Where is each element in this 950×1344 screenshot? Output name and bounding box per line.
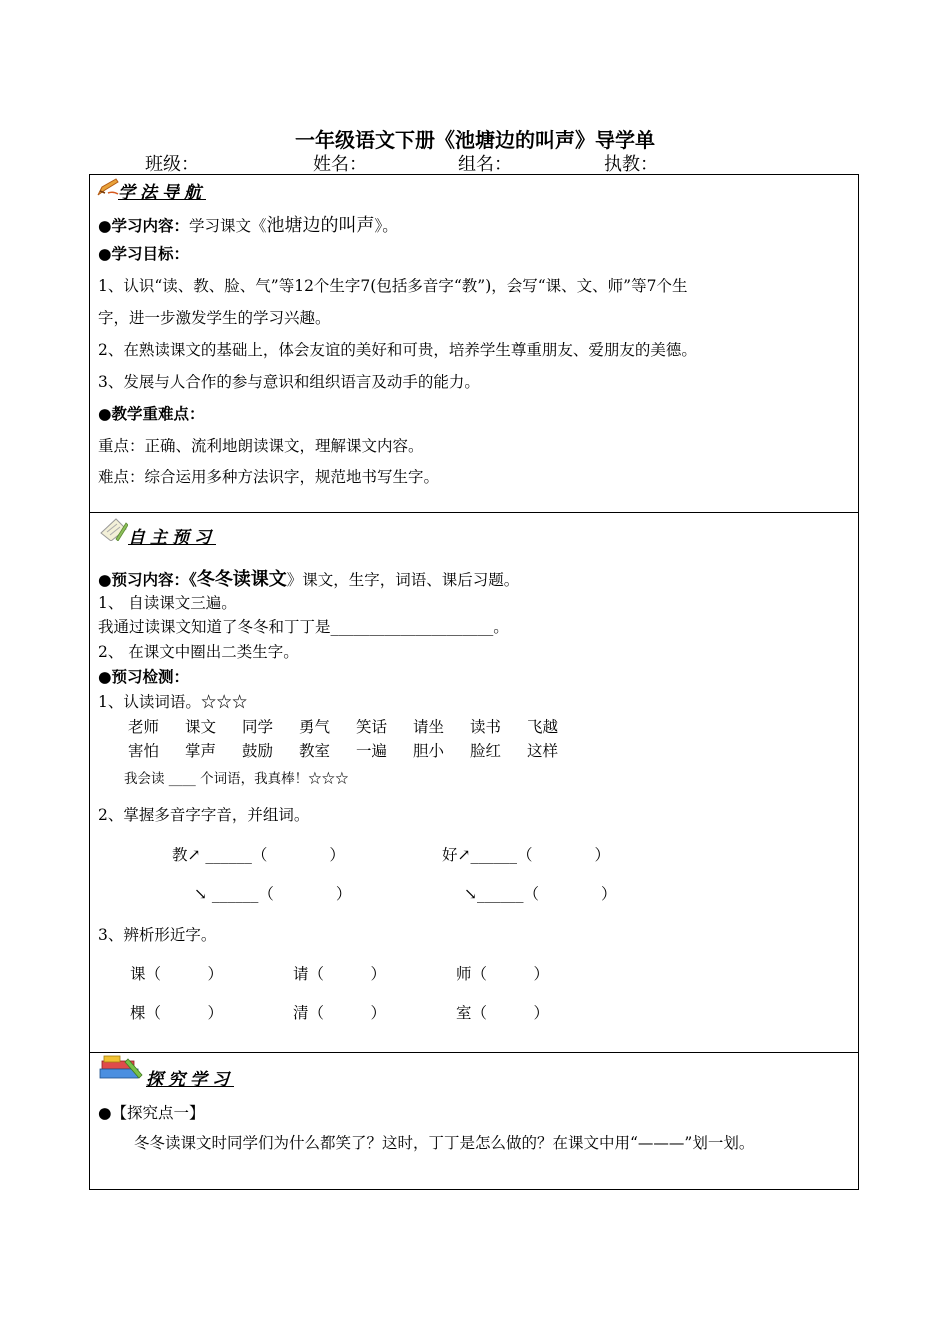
preview-item-1: 1、 自读课文三遍。 xyxy=(98,594,237,612)
word: 害怕 xyxy=(128,742,160,760)
word: 笑话 xyxy=(356,718,388,736)
word: 课文 xyxy=(185,718,217,736)
goal-2: 2、在熟读课文的基础上，体会友谊的美好和可贵，培养学生尊重朋友、爱朋友的美德。 xyxy=(98,341,697,359)
key-point: 重点：正确、流利地朗读课文，理解课文内容。 xyxy=(98,437,424,455)
word-row-1 xyxy=(128,715,584,737)
section-header: 学法导航 xyxy=(118,183,206,203)
notebook-icon xyxy=(98,515,128,541)
polyphone-jiao-2: ↘ ______（ ） xyxy=(194,885,352,903)
near-char: 棵（ ） xyxy=(130,1004,224,1022)
word: 勇气 xyxy=(299,718,331,736)
preview-content: ●预习内容：《冬冬读课文》课文，生字，词语、课后习题。 xyxy=(98,569,520,590)
near-char: 请（ ） xyxy=(293,965,387,983)
near-char: 清（ ） xyxy=(293,1004,387,1022)
section-inquiry xyxy=(90,1052,858,1192)
check-item-1: 1、认读词语。☆☆☆ xyxy=(98,693,248,711)
check-item-2: 2、掌握多音字字音，并组词。 xyxy=(98,806,310,824)
key-label: ●教学重难点： xyxy=(98,405,205,423)
word: 鼓励 xyxy=(242,742,274,760)
word: 一遍 xyxy=(356,742,388,760)
group-label: 组名： xyxy=(458,154,512,175)
study-content: ●学习内容：学习课文《池塘边的叫声》。 xyxy=(98,215,398,236)
section-header: 探究学习 xyxy=(146,1070,234,1090)
difficult-point: 难点：综合运用多种方法识字，规范地书写生字。 xyxy=(98,468,440,486)
word: 掌声 xyxy=(185,742,217,760)
near-char: 室（ ） xyxy=(456,1004,550,1022)
section-self-preview xyxy=(90,512,858,1053)
name-label: 姓名： xyxy=(313,154,367,175)
goal-1: 1、认识“读、教、脸、气”等12个生字7(包括多音字“教”)，会写“课、文、师”等7个生 xyxy=(98,277,688,295)
near-char: 课（ ） xyxy=(130,965,224,983)
word: 读书 xyxy=(470,718,502,736)
word: 请坐 xyxy=(413,718,445,736)
word: 胆小 xyxy=(413,742,445,760)
books-icon xyxy=(98,1055,144,1083)
check-item-3: 3、辨析形近字。 xyxy=(98,926,217,944)
word: 老师 xyxy=(128,718,160,736)
document-title: 一年级语文下册《池塘边的叫声》导学单 xyxy=(295,128,655,152)
goals-label: ●学习目标： xyxy=(98,245,190,263)
preview-item-1-blank: 我通过读课文知道了冬冬和丁丁是_____________________。 xyxy=(98,618,509,636)
class-label: 班级： xyxy=(145,154,199,175)
preview-item-2: 2、 在课文中圈出二类生字。 xyxy=(98,643,299,661)
info-row xyxy=(0,150,950,174)
pencil-icon xyxy=(96,177,120,197)
section-header: 自主预习 xyxy=(128,528,216,548)
polyphone-hao-1: 好↗______（ ） xyxy=(442,846,610,864)
section-study-guide xyxy=(90,175,858,512)
goal-3: 3、发展与人合作的参与意识和组织语言及动手的能力。 xyxy=(98,373,480,391)
check-label: ●预习检测： xyxy=(98,668,190,686)
polyphone-jiao-1: 教↗ ______（ ） xyxy=(172,846,345,864)
goal-1-cont: 字，进一步激发学生的学习兴趣。 xyxy=(98,309,331,327)
inquiry-point-1: ●【探究点一】 xyxy=(98,1104,205,1122)
praise-line: 我会读 ____ 个词语，我真棒！☆☆☆ xyxy=(124,771,349,787)
near-char: 师（ ） xyxy=(456,965,550,983)
teacher-label: 执教： xyxy=(604,154,658,175)
word: 这样 xyxy=(527,742,559,760)
word: 脸红 xyxy=(470,742,502,760)
polyphone-hao-2: ↘______（ ） xyxy=(464,885,617,903)
inquiry-question: 冬冬读课文时同学们为什么都笑了？这时，丁丁是怎么做的？在课文中用“———”划一划。 xyxy=(134,1134,755,1152)
word: 同学 xyxy=(242,718,274,736)
word-row-2 xyxy=(128,739,584,761)
word: 教室 xyxy=(299,742,331,760)
worksheet-table xyxy=(89,174,859,1190)
word: 飞越 xyxy=(527,718,559,736)
